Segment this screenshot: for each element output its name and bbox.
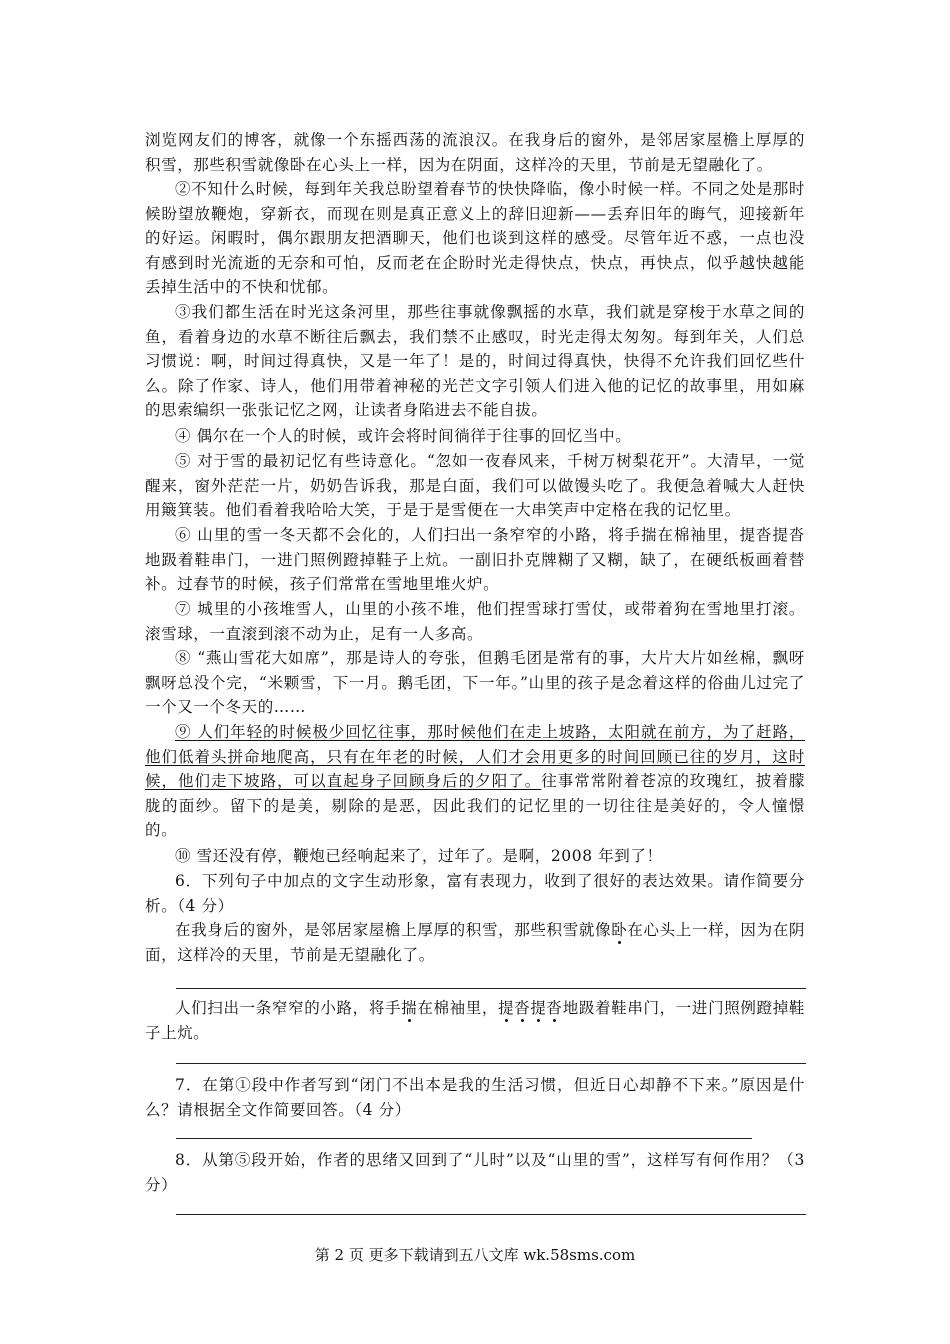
answer-line-q6-2[interactable] <box>176 1063 806 1064</box>
question-7-prompt: 7．在第①段中作者写到“闭门不出本是我的生活习惯，但近日心却静不下来。”原因是什么？请根据全文作简要回答。（4 分） <box>145 1076 805 1119</box>
paragraph-4: ④ 偶尔在一个人的时候，或许会将时间徜徉于往事的回忆当中。 <box>175 427 632 445</box>
emphasis-dot-char: 卧 <box>611 921 628 939</box>
paragraph-2: ②不知什么时候，每到年关我总盼望着春节的快快降临，像小时候一样。不同之处是那时候盼望放鞭炮，穿新衣，而现在则是真正意义上的辞旧迎新——丢弃旧年的晦气，迎接新年的好运。闲暇时，偶尔跟朋友把酒聊天，他们也谈到这样的感受。尽管年近不惑，一点也没有感到时光流逝的无奈和可怕，反而老在企盼时光走得快点，快点，再快点，似乎越快越能丢掉生活中的不快和忧郁。 <box>145 180 805 296</box>
paragraph-5: ⑤ 对于雪的最初记忆有些诗意化。“忽如一夜春风来，千树万树梨花开”。大清早，一觉醒来，窗外茫茫一片，奶奶告诉我，那是白面，我们可以做馒头吃了。我便急着喊大人赶快用簸箕装。他们看着我哈哈大笑，于是于是雪便在一大串笑声中定格在我的记忆里。 <box>145 452 805 519</box>
paragraph-intro: 浏览网友们的博客，就像一个东摇西荡的流浪汉。在我身后的窗外，是邻居家屋檐上厚厚的积雪，那些积雪就像卧在心头上一样，因为在阴面，这样冷的天里，节前是无望融化了。 <box>145 131 805 174</box>
page-footer: 第 2 页 更多下载请到五八文库 wk.58sms.com <box>314 1246 636 1264</box>
question-6-prompt: 6．下列句子中加点的文字生动形象，富有表现力，收到了很好的表达效果。请作简要分析。（4 分） <box>145 872 805 915</box>
paragraph-8: ⑧ “燕山雪花大如席”，那是诗人的夸张，但鹅毛团是常有的事，大片大片如丝棉，飘呀飘呀总没个完，“米颗雪，下一月。鹅毛团，下一年。”山里的孩子是念着这样的俗曲儿过完了一个又一个冬天的…… <box>145 649 805 716</box>
paragraph-7: ⑦ 城里的小孩堆雪人，山里的小孩不堆，他们捏雪球打雪仗，或带着狗在雪地里打滚。滚雪球，一直滚到滚不动为止，足有一人多高。 <box>145 600 805 643</box>
question-8-prompt: 8．从第⑤段开始，作者的思绪又回到了“儿时”以及“山里的雪”，这样写有何作用？（3 分） <box>145 1151 805 1194</box>
emphasis-dot-char: 沓 <box>546 999 563 1017</box>
underlined-passage: ⑨ 人们年轻的时候极少回忆往事，那时候他们在走上坡路，太阳就在前方，为了赶路，他们低着头拼命地爬高，只有在年老的时候，人们才会用更多的时间回顾已往的岁月，这时候，他们走下坡路，可以直起身子回顾身后的夕阳了。 <box>145 723 805 790</box>
paragraph-6: ⑥ 山里的雪一冬天都不会化的，人们扫出一条窄窄的小路，将手揣在棉袖里，提沓提沓地趿着鞋串门，一进门照例蹬掉鞋子上炕。一副旧扑克牌糊了又糊，缺了，在硬纸板画着替补。过春节的时候，孩子们常常在雪地里堆火炉。 <box>145 526 805 593</box>
answer-line-q6-1[interactable] <box>176 988 806 989</box>
emphasis-dot-char: 沓 <box>514 999 531 1017</box>
question-6-sentence-1: 在我身后的窗外，是邻居家屋檐上厚厚的积雪，那些积雪就像卧在心头上一样，因为在阴面，这样冷的天里，节前是无望融化了。 <box>145 921 805 964</box>
emphasis-dot-char: 提 <box>530 999 547 1017</box>
paragraph-10: ⑩ 雪还没有停，鞭炮已经响起来了，过年了。是啊，2008 年到了！ <box>175 847 663 865</box>
answer-line-q8[interactable] <box>176 1214 806 1215</box>
emphasis-dot-char: 提 <box>498 999 515 1017</box>
answer-line-q7[interactable] <box>176 1138 752 1139</box>
emphasis-dot-char: 揣 <box>401 999 418 1017</box>
paragraph-9 <box>145 720 805 843</box>
question-6-sentence-2: 人们扫出一条窄窄的小路，将手揣在棉袖里，提沓提沓地趿着鞋串门，一进门照例蹬掉鞋子上炕。 <box>145 999 805 1042</box>
paragraph-3: ③我们都生活在时光这条河里，那些往事就像飘摇的水草，我们就是穿梭于水草之间的鱼，看着身边的水草不断往后飘去，我们禁不止感叹，时光走得太匆匆。每到年关，人们总习惯说：啊，时间过得真快，又是一年了！是的，时间过得真快，快得不允许我们回忆些什么。除了作家、诗人，他们用带着神秘的光芒文字引领人们进入他的记忆的故事里，用如麻的思索编织一张张记忆之网，让读者身陷进去不能自拔。 <box>145 303 805 419</box>
paragraph-9-rest: 往事常常附着苍凉的玫瑰红，披着朦胧的面纱。留下的是美，剔除的是恶，因此我们的记忆里的一切往往是美好的，令人憧憬的。 <box>145 772 805 839</box>
